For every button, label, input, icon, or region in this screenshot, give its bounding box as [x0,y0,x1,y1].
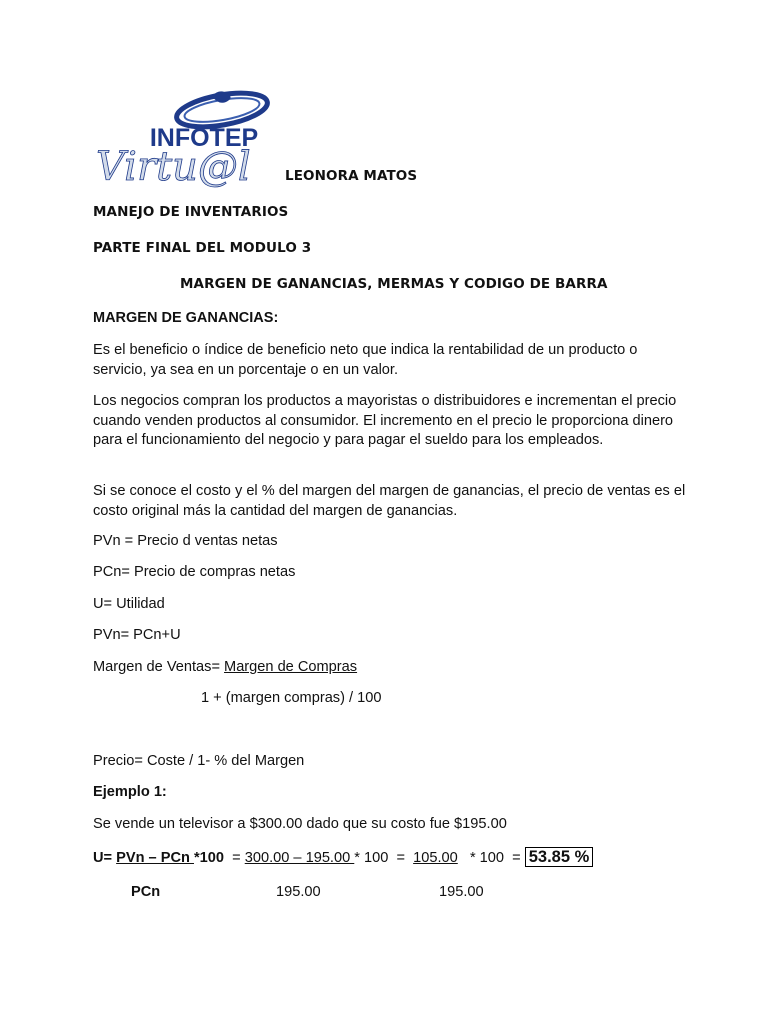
calc-eq1: = [232,850,241,866]
infotep-virtual-logo [94,84,284,188]
section-title: MARGEN DE GANANCIAS: [93,310,279,326]
calc-mult1: *100 [193,850,225,866]
definition-pcn: PCn= Precio de compras netas [93,564,296,580]
example-title: Ejemplo 1: [93,784,167,800]
calc-mult2: * 100 [354,850,389,866]
price-formula: Precio= Coste / 1- % del Margen [93,753,305,769]
calc-frac2-numerator: 300.00 – 195.00 [244,850,355,866]
calc-frac2-denominator: 195.00 [276,884,321,900]
paragraph-1: Es el beneficio o índice de beneficio neto que indica la rentabilidad de un producto o servicio, ya sea en un porcentaje o en un valor. [93,342,638,378]
heading-parte-final: PARTE FINAL DEL MODULO 3 [93,240,312,256]
calc-frac3-denominator: 195.00 [439,884,484,900]
margin-formula [93,659,357,675]
example-text: Se vende un televisor a $300.00 dado que su costo fue $195.00 [93,816,507,832]
definition-pvn-sum: PVn= PCn+U [93,627,181,643]
margin-formula-denominator: 1 + (margen compras) / 100 [201,690,382,706]
calc-row [93,848,593,867]
calc-frac1-denominator: PCn [131,884,161,900]
calc-frac1-numerator: PVn – PCn [116,850,194,866]
definition-u: U= Utilidad [93,596,165,612]
calc-eq3: = [512,850,521,866]
logo-virtual-text: Virtu@l [96,144,251,188]
calc-label: U= [93,850,117,866]
calc-result: 53.85 % [525,847,594,867]
heading-margen-mermas: MARGEN DE GANANCIAS, MERMAS Y CODIGO DE BARRA [180,276,608,292]
margin-formula-lhs: Margen de Ventas= [93,659,225,675]
paragraph-3: Si se conoce el costo y el % del margen del margen de ganancias, el precio de ventas es el costo original más la cantidad del margen de ganancias. [93,483,686,519]
author-name: LEONORA MATOS [285,168,418,184]
calc-eq2: = [396,850,406,866]
margin-formula-numerator: Margen de Compras [224,659,358,675]
logo-infotep-text: INFOTEP [149,124,259,152]
heading-manejo: MANEJO DE INVENTARIOS [93,204,289,220]
paragraph-2: Los negocios compran los productos a mayoristas o distribuidores e incrementan el precio cuando venden productos al consumidor. El incremento en el precio le proporciona dinero para el funcionamiento del negocio y para pagar el sueldo para los empleados. [93,393,677,448]
calc-frac3-numerator: 105.00 [413,850,458,866]
calc-mult3: * 100 [469,850,505,866]
definition-pvn: PVn = Precio d ventas netas [93,533,278,549]
